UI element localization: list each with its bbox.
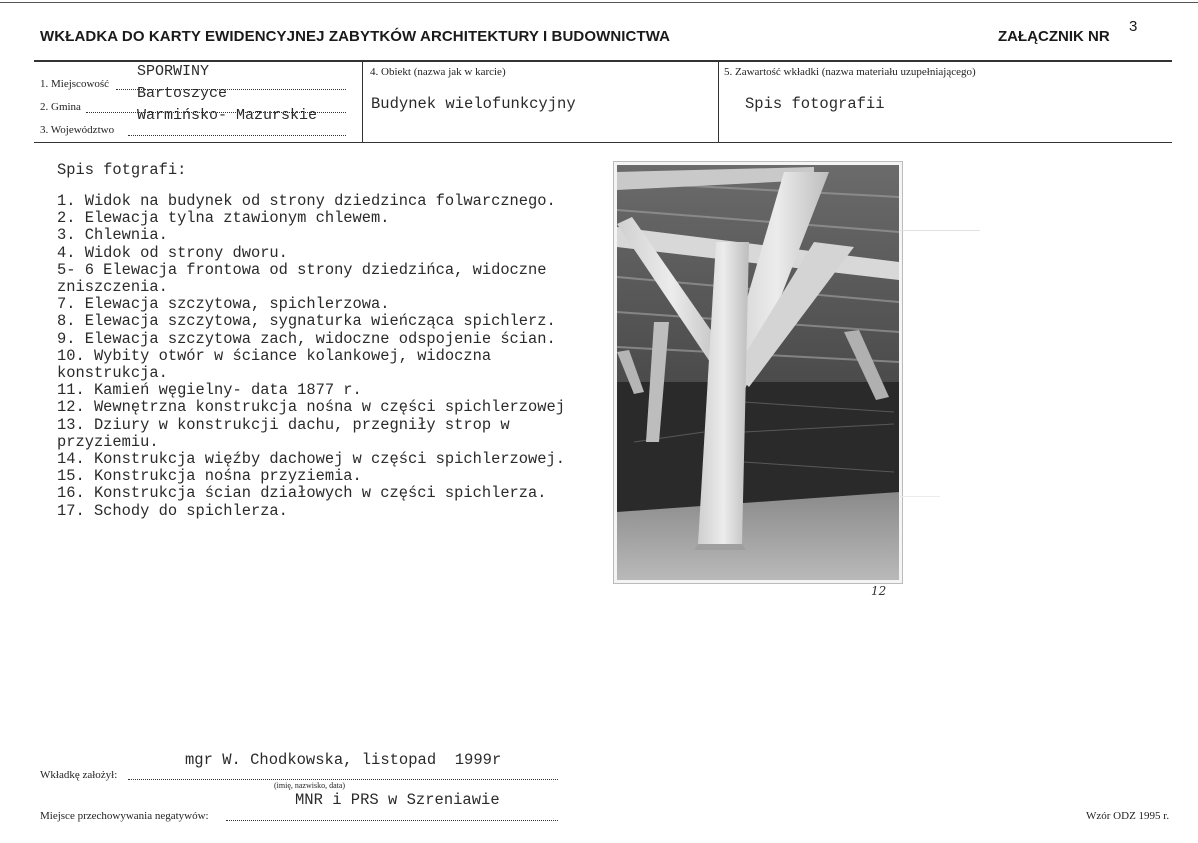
wojewodztwo-label: 3. Województwo (40, 124, 115, 136)
page-title: WKŁADKA DO KARTY EWIDENCYJNEJ ZABYTKÓW ARCHITEKTURY I BUDOWNICTWA (40, 28, 671, 45)
photo-number: 12 (871, 584, 887, 598)
list-item: 15. Konstrukcja nośna przyziemia. (57, 467, 362, 486)
zawartosc-label: 5. Zawartość wkładki (nazwa materiału uzupełniającego) (724, 66, 976, 78)
wojewodztwo-value: Warmińsko- Mazurskie (137, 107, 318, 124)
obiekt-value: Budynek wielofunkcyjny (371, 95, 576, 113)
obiekt-label: 4. Obiekt (nazwa jak w karcie) (370, 66, 506, 78)
list-item: 8. Elewacja szczytowa, sygnaturka wieńcząca spichlerz. (57, 312, 556, 331)
list-item: 14. Konstrukcja więźby dachowej w części spichlerzowej. (57, 450, 565, 468)
miejscowosc-label: 1. Miejscowość (40, 78, 110, 90)
list-item: 13. Dziury w konstrukcji dachu, przegniły strop w (57, 415, 510, 434)
field-divider-1 (362, 61, 363, 143)
negatywy-dots (226, 820, 558, 821)
zalozyl-dots (128, 779, 558, 780)
list-item: 7. Elewacja szczytowa, spichlerzowa. (57, 295, 390, 314)
wojewodztwo-dots (128, 135, 346, 136)
gmina-value: Bartoszyce (137, 85, 228, 102)
field-divider-2 (718, 61, 719, 143)
list-item: 12. Wewnętrzna konstrukcja nośna w części spichlerzowej (57, 398, 565, 417)
list-item: 5- 6 Elewacja frontowa od strony dziedzińca, widoczne (57, 260, 547, 279)
list-item: zniszczenia. (57, 278, 168, 296)
form-model: Wzór ODZ 1995 r. (1086, 810, 1170, 822)
list-item: 1. Widok na budynek od strony dziedzinca folwarcznego. (57, 192, 556, 210)
header-rule-bottom (34, 142, 1172, 143)
negatywy-label: Miejsce przechowywania negatywów: (40, 810, 209, 822)
list-item: przyziemiu. (57, 432, 159, 451)
attic-truss-image (614, 162, 902, 583)
zalozyl-value: mgr W. Chodkowska, listopad 1999r (185, 751, 502, 769)
list-item: 9. Elewacja szczytowa zach, widoczne odspojenie ścian. (57, 329, 556, 348)
list-item: 16. Konstrukcja ścian działowych w części spichlerza. (57, 484, 547, 503)
gmina-label: 2. Gmina (40, 101, 81, 113)
top-edge-line (0, 2, 1198, 3)
scan-mark (900, 230, 980, 231)
zalozyl-label: Wkładkę założył: (40, 769, 118, 781)
annex-number: 3 (1129, 18, 1138, 35)
negatywy-value: MNR i PRS w Szreniawie (295, 791, 500, 809)
header-rule-top (34, 60, 1172, 62)
list-item: 11. Kamień węgielny- data 1877 r. (57, 381, 362, 400)
zawartosc-value: Spis fotografii (745, 95, 885, 113)
photograph (613, 161, 903, 584)
miejscowosc-value: SPORWINY (137, 63, 210, 80)
list-item: 3. Chlewnia. (57, 226, 168, 245)
list-item: 10. Wybity otwór w ściance kolankowej, widoczna (57, 346, 492, 365)
list-item: 17. Schody do spichlerza. (57, 501, 288, 520)
list-heading: Spis fotgrafi: (57, 161, 187, 179)
annex-label: ZAŁĄCZNIK NR (998, 28, 1110, 45)
list-item: 2. Elewacja tylna ztawionym chlewem. (57, 209, 390, 228)
zalozyl-hint: (imię, nazwisko, data) (274, 781, 346, 790)
list-item: 4. Widok od strony dworu. (57, 243, 288, 262)
list-item: konstrukcja. (57, 364, 168, 382)
scan-mark-2 (900, 496, 940, 497)
